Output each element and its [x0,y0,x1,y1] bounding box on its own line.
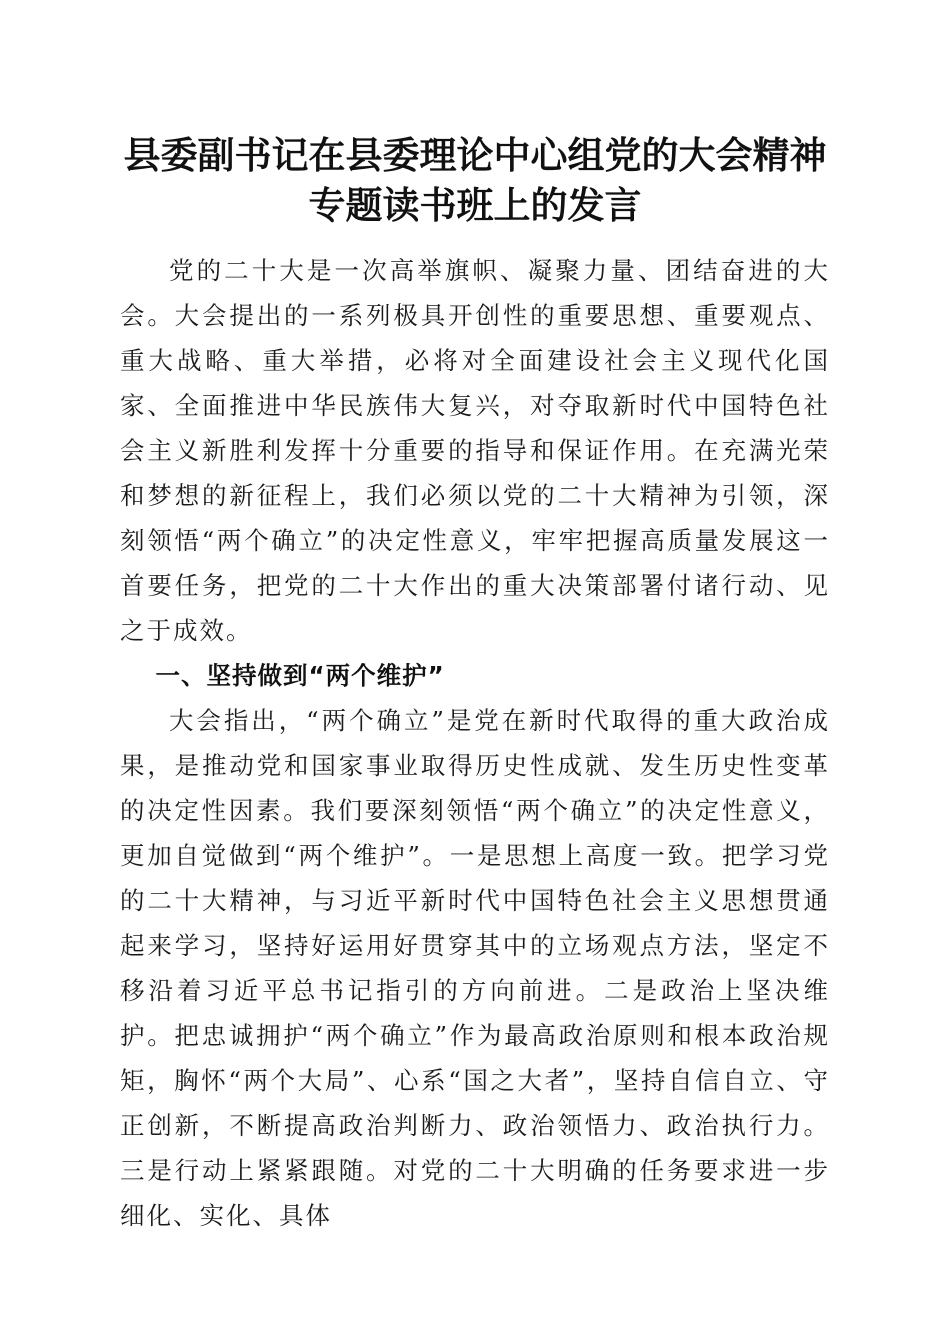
intro-paragraph: 党的二十大是一次高举旗帜、凝聚力量、团结奋进的大会。大会提出的一系列极具开创性的重要思想、重要观点、重大战略、重大举措，必将对全面建设社会主义现代化国家、全面推进中华民族伟大复兴，对夺取新时代中国特色社会主义新胜利发挥十分重要的指导和保证作用。在充满光荣和梦想的新征程上，我们必须以党的二十大精神为引领，深刻领悟“两个确立”的决定性意义，牢牢把握高质量发展这一首要任务，把党的二十大作出的重大决策部署付诸行动、见之于成效。 [120,256,830,645]
document-title: 县委副书记在县委理论中心组党的大会精神专题读书班上的发言 [123,133,827,227]
section-heading: 一、坚持做到“两个维护” [155,661,445,690]
section-paragraph: 大会指出，“两个确立”是党在新时代取得的重大政治成果，是推动党和国家事业取得历史性成就、发生历史性变革的决定性因素。我们要深刻领悟“两个确立”的决定性意义，更加自觉做到“两个维护”。一是思想上高度一致。把学习党的二十大精神，与习近平新时代中国特色社会主义思想贯通起来学习，坚持好运用好贯穿其中的立场观点方法，坚定不移沿着习近平总书记指引的方向前进。二是政治上坚决维护。把忠诚拥护“两个确立”作为最高政治原则和根本政治规矩，胸怀“两个大局”、心系“国之大者”，坚持自信自立、守正创新，不断提高政治判断力、政治领悟力、政治执行力。三是行动上紧紧跟随。对党的二十大明确的任务要求进一步细化、实化、具体 [120,706,830,1230]
document-body [120,248,830,1238]
